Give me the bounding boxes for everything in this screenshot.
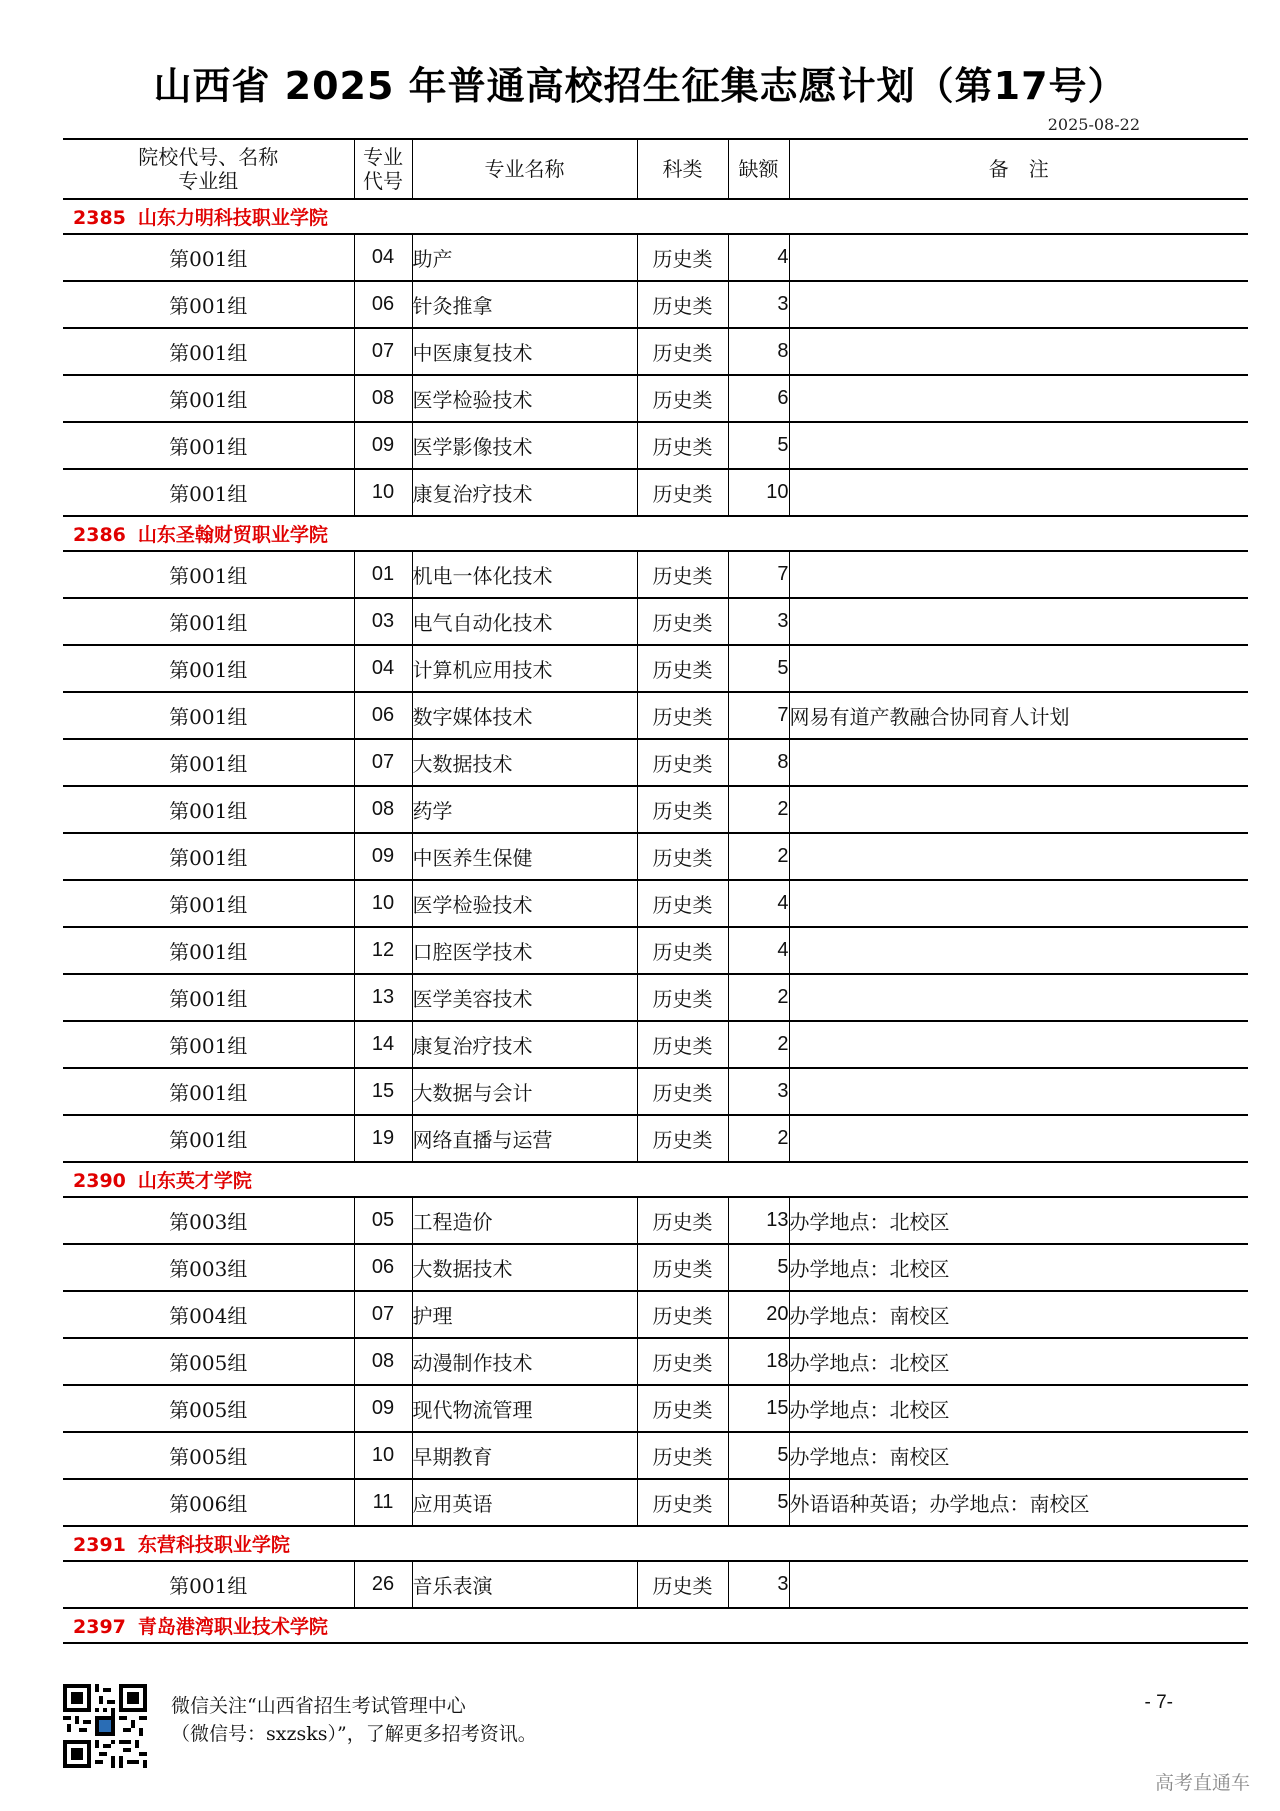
table-row	[63, 833, 1248, 880]
major-code-cell: 08	[354, 1338, 412, 1385]
note-cell	[789, 1115, 1248, 1162]
note-cell	[789, 328, 1248, 375]
school-row	[63, 1526, 1248, 1561]
school-code: 2386	[73, 524, 126, 546]
category-cell: 历史类	[637, 1021, 728, 1068]
note-cell: 外语语种英语；办学地点：南校区	[789, 1479, 1248, 1526]
quota-cell: 2	[728, 833, 789, 880]
category-cell: 历史类	[637, 833, 728, 880]
quota-cell: 13	[728, 1197, 789, 1244]
note-cell	[789, 469, 1248, 516]
note-cell	[789, 598, 1248, 645]
school-name: 青岛港湾职业技术学院	[137, 1616, 328, 1638]
table-row	[63, 1197, 1248, 1244]
quota-cell: 18	[728, 1338, 789, 1385]
category-cell: 历史类	[637, 1432, 728, 1479]
category-cell: 历史类	[637, 1385, 728, 1432]
major-code-cell: 10	[354, 1432, 412, 1479]
major-name-cell: 现代物流管理	[412, 1385, 637, 1432]
quota-cell: 5	[728, 1432, 789, 1479]
major-code-cell: 26	[354, 1561, 412, 1608]
table-row	[63, 1561, 1248, 1608]
category-cell: 历史类	[637, 1338, 728, 1385]
plan-table	[63, 138, 1248, 1644]
category-cell: 历史类	[637, 1291, 728, 1338]
major-code-cell: 08	[354, 375, 412, 422]
note-cell	[789, 974, 1248, 1021]
major-code-cell: 03	[354, 598, 412, 645]
quota-cell: 8	[728, 328, 789, 375]
table-row	[63, 469, 1248, 516]
note-cell	[789, 422, 1248, 469]
publish-date: 2025-08-22	[1047, 115, 1140, 134]
school-row	[63, 516, 1248, 551]
quota-cell: 8	[728, 739, 789, 786]
major-code-cell: 09	[354, 422, 412, 469]
major-name-cell: 医学检验技术	[412, 880, 637, 927]
major-name-cell: 计算机应用技术	[412, 645, 637, 692]
quota-cell: 2	[728, 974, 789, 1021]
footer-text	[171, 1692, 537, 1748]
group-cell: 第001组	[63, 281, 354, 328]
table-row	[63, 422, 1248, 469]
major-code-cell: 01	[354, 551, 412, 598]
major-code-cell: 09	[354, 833, 412, 880]
major-name-cell: 大数据技术	[412, 1244, 637, 1291]
group-cell: 第001组	[63, 739, 354, 786]
header-category: 科类	[637, 139, 728, 199]
quota-cell: 7	[728, 692, 789, 739]
major-name-cell: 医学检验技术	[412, 375, 637, 422]
quota-cell: 4	[728, 927, 789, 974]
category-cell: 历史类	[637, 469, 728, 516]
note-cell: 网易有道产教融合协同育人计划	[789, 692, 1248, 739]
major-name-cell: 康复治疗技术	[412, 1021, 637, 1068]
group-cell: 第001组	[63, 927, 354, 974]
category-cell: 历史类	[637, 739, 728, 786]
note-cell: 办学地点：北校区	[789, 1385, 1248, 1432]
note-cell	[789, 1561, 1248, 1608]
school-cell	[63, 516, 1248, 551]
category-cell: 历史类	[637, 422, 728, 469]
school-row	[63, 1162, 1248, 1197]
table-row	[63, 880, 1248, 927]
table-row	[63, 375, 1248, 422]
major-name-cell: 音乐表演	[412, 1561, 637, 1608]
note-cell: 办学地点：北校区	[789, 1338, 1248, 1385]
header-major-name: 专业名称	[412, 139, 637, 199]
category-cell: 历史类	[637, 375, 728, 422]
major-code-cell: 13	[354, 974, 412, 1021]
major-name-cell: 应用英语	[412, 1479, 637, 1526]
header-school-label: 院校代号、名称	[138, 145, 279, 169]
category-cell: 历史类	[637, 1244, 728, 1291]
major-code-cell: 15	[354, 1068, 412, 1115]
header-major-code	[354, 139, 412, 199]
major-name-cell: 康复治疗技术	[412, 469, 637, 516]
quota-cell: 6	[728, 375, 789, 422]
quota-cell: 5	[728, 1244, 789, 1291]
category-cell: 历史类	[637, 645, 728, 692]
group-cell: 第001组	[63, 974, 354, 1021]
quota-cell: 3	[728, 281, 789, 328]
school-row	[63, 1608, 1248, 1643]
quota-cell: 5	[728, 422, 789, 469]
quota-cell: 4	[728, 234, 789, 281]
header-group-label: 专业组	[178, 169, 239, 193]
group-cell: 第001组	[63, 598, 354, 645]
school-code: 2390	[73, 1170, 126, 1192]
note-cell	[789, 551, 1248, 598]
table-row	[63, 1385, 1248, 1432]
major-name-cell: 助产	[412, 234, 637, 281]
plan-table-body	[63, 199, 1248, 1643]
header-major-code-line2: 代号	[363, 169, 403, 193]
note-cell	[789, 786, 1248, 833]
group-cell: 第001组	[63, 692, 354, 739]
major-code-cell: 06	[354, 1244, 412, 1291]
header-school	[63, 139, 354, 199]
group-cell: 第001组	[63, 833, 354, 880]
group-cell: 第001组	[63, 1561, 354, 1608]
category-cell: 历史类	[637, 551, 728, 598]
major-name-cell: 数字媒体技术	[412, 692, 637, 739]
group-cell: 第005组	[63, 1338, 354, 1385]
table-row	[63, 328, 1248, 375]
quota-cell: 3	[728, 1561, 789, 1608]
major-name-cell: 口腔医学技术	[412, 927, 637, 974]
group-cell: 第001组	[63, 786, 354, 833]
school-cell	[63, 1608, 1248, 1643]
school-cell	[63, 1526, 1248, 1561]
note-cell	[789, 645, 1248, 692]
note-cell	[789, 1021, 1248, 1068]
note-cell: 办学地点：北校区	[789, 1244, 1248, 1291]
category-cell: 历史类	[637, 692, 728, 739]
major-name-cell: 机电一体化技术	[412, 551, 637, 598]
group-cell: 第001组	[63, 234, 354, 281]
quota-cell: 10	[728, 469, 789, 516]
group-cell: 第001组	[63, 880, 354, 927]
major-code-cell: 07	[354, 328, 412, 375]
table-row	[63, 281, 1248, 328]
table-row	[63, 1479, 1248, 1526]
group-cell: 第001组	[63, 469, 354, 516]
table-row	[63, 645, 1248, 692]
major-name-cell: 医学影像技术	[412, 422, 637, 469]
major-code-cell: 10	[354, 469, 412, 516]
group-cell: 第003组	[63, 1197, 354, 1244]
watermark: 高考直通车	[1154, 1772, 1250, 1794]
group-cell: 第004组	[63, 1291, 354, 1338]
table-row	[63, 551, 1248, 598]
major-name-cell: 早期教育	[412, 1432, 637, 1479]
category-cell: 历史类	[637, 974, 728, 1021]
category-cell: 历史类	[637, 281, 728, 328]
major-name-cell: 中医养生保健	[412, 833, 637, 880]
major-code-cell: 12	[354, 927, 412, 974]
major-code-cell: 07	[354, 1291, 412, 1338]
quota-cell: 2	[728, 1115, 789, 1162]
table-header-row	[63, 139, 1248, 199]
table-row	[63, 1291, 1248, 1338]
note-cell	[789, 739, 1248, 786]
school-name: 东营科技职业学院	[137, 1534, 290, 1556]
footer-line-1: 微信关注“山西省招生考试管理中心	[171, 1695, 466, 1717]
table-row	[63, 692, 1248, 739]
major-code-cell: 09	[354, 1385, 412, 1432]
category-cell: 历史类	[637, 1115, 728, 1162]
category-cell: 历史类	[637, 234, 728, 281]
major-code-cell: 10	[354, 880, 412, 927]
page-number: - 7-	[1144, 1692, 1173, 1713]
table-row	[63, 1432, 1248, 1479]
category-cell: 历史类	[637, 927, 728, 974]
category-cell: 历史类	[637, 786, 728, 833]
category-cell: 历史类	[637, 1561, 728, 1608]
category-cell: 历史类	[637, 598, 728, 645]
school-cell	[63, 199, 1248, 234]
major-code-cell: 08	[354, 786, 412, 833]
note-cell	[789, 234, 1248, 281]
quota-cell: 3	[728, 1068, 789, 1115]
school-code: 2397	[73, 1616, 126, 1638]
note-cell: 办学地点：南校区	[789, 1291, 1248, 1338]
major-code-cell: 07	[354, 739, 412, 786]
table-row	[63, 598, 1248, 645]
table-row	[63, 974, 1248, 1021]
qr-code-icon	[63, 1684, 147, 1768]
category-cell: 历史类	[637, 1479, 728, 1526]
major-name-cell: 网络直播与运营	[412, 1115, 637, 1162]
table-row	[63, 234, 1248, 281]
major-code-cell: 05	[354, 1197, 412, 1244]
major-code-cell: 11	[354, 1479, 412, 1526]
note-cell	[789, 375, 1248, 422]
page-title: 山西省 2025 年普通高校招生征集志愿计划（第17号）	[153, 64, 1127, 108]
category-cell: 历史类	[637, 1068, 728, 1115]
quota-cell: 20	[728, 1291, 789, 1338]
major-code-cell: 19	[354, 1115, 412, 1162]
group-cell: 第001组	[63, 1068, 354, 1115]
note-cell	[789, 833, 1248, 880]
quota-cell: 2	[728, 1021, 789, 1068]
group-cell: 第001组	[63, 328, 354, 375]
school-code: 2385	[73, 207, 126, 229]
quota-cell: 5	[728, 645, 789, 692]
table-row	[63, 927, 1248, 974]
header-major-code-line1: 专业	[363, 145, 403, 169]
note-cell	[789, 927, 1248, 974]
table-row	[63, 786, 1248, 833]
school-code: 2391	[73, 1534, 126, 1556]
table-row	[63, 1338, 1248, 1385]
school-name: 山东力明科技职业学院	[137, 207, 328, 229]
category-cell: 历史类	[637, 880, 728, 927]
table-row	[63, 739, 1248, 786]
major-name-cell: 医学美容技术	[412, 974, 637, 1021]
school-name: 山东英才学院	[137, 1170, 252, 1192]
school-row	[63, 199, 1248, 234]
note-cell: 办学地点：北校区	[789, 1197, 1248, 1244]
quota-cell: 5	[728, 1479, 789, 1526]
major-code-cell: 04	[354, 645, 412, 692]
table-row	[63, 1021, 1248, 1068]
category-cell: 历史类	[637, 1197, 728, 1244]
group-cell: 第006组	[63, 1479, 354, 1526]
group-cell: 第001组	[63, 551, 354, 598]
group-cell: 第005组	[63, 1385, 354, 1432]
major-name-cell: 电气自动化技术	[412, 598, 637, 645]
major-code-cell: 14	[354, 1021, 412, 1068]
note-cell	[789, 281, 1248, 328]
quota-cell: 15	[728, 1385, 789, 1432]
group-cell: 第001组	[63, 1021, 354, 1068]
quota-cell: 2	[728, 786, 789, 833]
school-name: 山东圣翰财贸职业学院	[137, 524, 328, 546]
major-name-cell: 中医康复技术	[412, 328, 637, 375]
quota-cell: 7	[728, 551, 789, 598]
major-name-cell: 护理	[412, 1291, 637, 1338]
major-code-cell: 06	[354, 281, 412, 328]
major-name-cell: 针灸推拿	[412, 281, 637, 328]
table-row	[63, 1244, 1248, 1291]
header-note: 备 注	[789, 139, 1248, 199]
major-name-cell: 动漫制作技术	[412, 1338, 637, 1385]
group-cell: 第001组	[63, 1115, 354, 1162]
header-quota: 缺额	[728, 139, 789, 199]
major-name-cell: 大数据技术	[412, 739, 637, 786]
group-cell: 第001组	[63, 375, 354, 422]
footer-line-2: （微信号：sxzsks）”，了解更多招考资讯。	[171, 1723, 537, 1745]
note-cell	[789, 880, 1248, 927]
major-name-cell: 大数据与会计	[412, 1068, 637, 1115]
quota-cell: 4	[728, 880, 789, 927]
table-row	[63, 1115, 1248, 1162]
note-cell	[789, 1068, 1248, 1115]
major-code-cell: 04	[354, 234, 412, 281]
note-cell: 办学地点：南校区	[789, 1432, 1248, 1479]
school-cell	[63, 1162, 1248, 1197]
group-cell: 第005组	[63, 1432, 354, 1479]
group-cell: 第001组	[63, 645, 354, 692]
group-cell: 第001组	[63, 422, 354, 469]
major-name-cell: 工程造价	[412, 1197, 637, 1244]
major-code-cell: 06	[354, 692, 412, 739]
major-name-cell: 药学	[412, 786, 637, 833]
quota-cell: 3	[728, 598, 789, 645]
group-cell: 第003组	[63, 1244, 354, 1291]
category-cell: 历史类	[637, 328, 728, 375]
footer	[63, 1684, 1248, 1774]
table-row	[63, 1068, 1248, 1115]
